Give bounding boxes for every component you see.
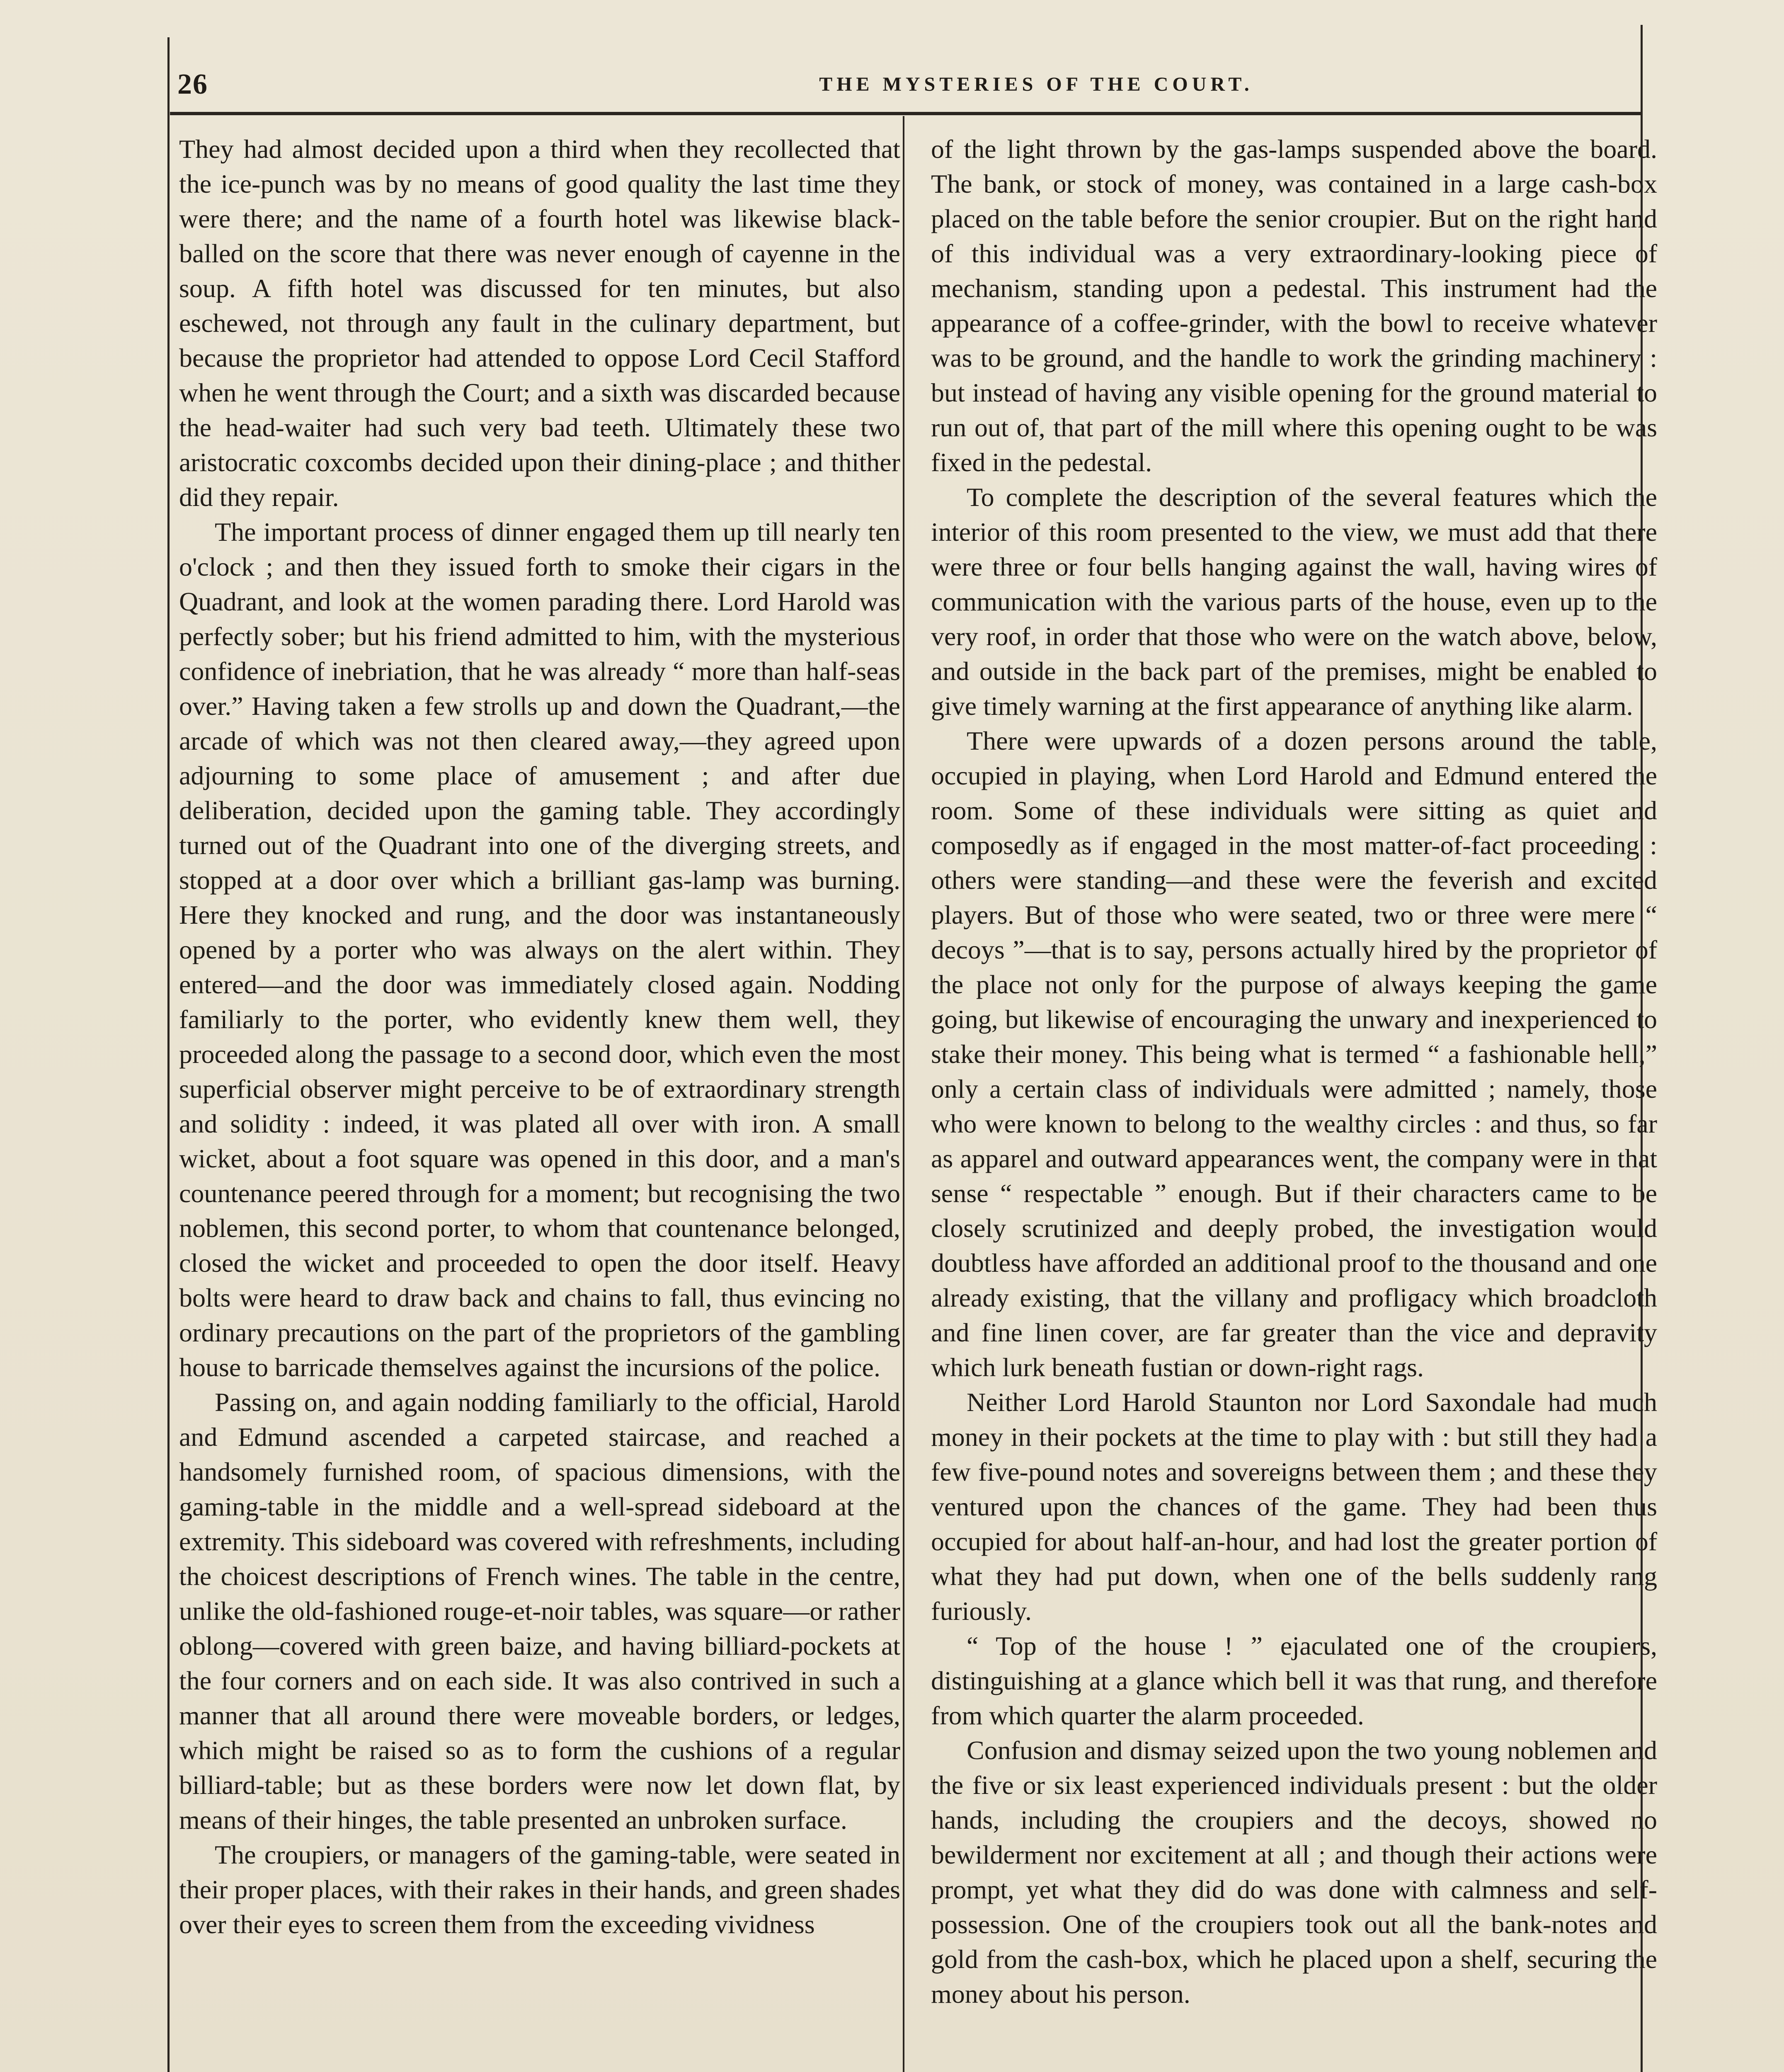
paragraph: Confusion and dismay seized upon the two young noblemen and the five or six least experienced individuals present : but the older hands, including the croupiers and the decoys, showed no bewilderment nor excitement at all ; and though their actions were prompt, yet what they did do was done with calmness and self-possession. One of the croupiers took out all the bank-notes and gold from the cash-box, which he placed upon a shelf, securing the money about his person. <box>931 1736 1657 2009</box>
paragraph: of the light thrown by the gas-lamps suspended above the board. The bank, or stock of money, was contained in a large cash-box placed on the table before the senior croupier. But on the right hand of this individual was a very extraordinary-looking piece of mechanism, standing upon a pedestal. This instrument had the appearance of a coffee-grinder, with the bowl to receive whatever was to be ground, and the handle to work the grinding machinery : but instead of having any visible opening for the ground material to run out of, that part of the mill where this opening ought to be was fixed in the pedestal. <box>931 134 1657 477</box>
left-column <box>179 132 900 1942</box>
left-border-rule <box>167 37 170 2072</box>
right-column <box>931 132 1657 2011</box>
running-title: THE MYSTERIES OF THE COURT. <box>819 73 1253 95</box>
paragraph: The important process of dinner engaged them up till nearly ten o'clock ; and then they issued forth to smoke their cigars in the Quadrant, and look at the women parading there. Lord Harold was perfectly sober; but his friend admitted to him, with the mysterious confidence of inebriation, that he was already “ more than half-seas over.” Having taken a few strolls up and down the Quadrant,—the arcade of which was not then cleared away,—they agreed upon adjourning to some place of amusement ; and after due deliberation, decided upon the gaming table. They accordingly turned out of the Quadrant into one of the diverging streets, and stopped at a door over which a brilliant gas-lamp was burning. Here they knocked and rung, and the door was instantaneously opened by a porter who was always on the alert within. They entered—and the door was immediately closed again. Nodding familiarly to the porter, who evidently knew them well, they proceeded along the passage to a second door, which even the most superficial observer might perceive to be of extraordinary strength and solidity : indeed, it was plated all over with iron. A small wicket, about a foot square was opened in this door, and a man's countenance peered through for a moment; but recognising the two noblemen, this second porter, to whom that countenance belonged, closed the wicket and proceeded to open the door itself. Heavy bolts were heard to draw back and chains to fall, thus evincing no ordinary precautions on the part of the proprietors of the gambling house to barricade themselves against the incursions of the police. <box>179 517 900 1382</box>
page-number: 26 <box>177 68 208 100</box>
paragraph: To complete the description of the several features which the interior of this room presented to the view, we must add that there were three or four bells hanging against the wall, having wires of communication with the various parts of the house, even up to the very roof, in order that those who were on the watch above, below, and outside in the back part of the premises, might be enabled to give timely warning at the first appearance of anything like alarm. <box>931 482 1657 721</box>
paragraph: They had almost decided upon a third when they recollected that the ice-punch was by no means of good quality the last time they were there; and the name of a fourth hotel was likewise black-balled on the score that there was never enough of cayenne in the soup. A fifth hotel was discussed for ten minutes, but also eschewed, not through any fault in the culinary department, but because the proprietor had attended to oppose Lord Cecil Stafford when he went through the Court; and a sixth was discarded because the head-waiter had such very bad teeth. Ultimately these two aristocratic coxcombs decided upon their dining-place ; and thither did they repair. <box>179 134 900 512</box>
column-divider <box>903 116 904 2072</box>
paragraph: “ Top of the house ! ” ejaculated one of the croupiers, distinguishing at a glance which bell it was that rung, and therefore from which quarter the alarm proceeded. <box>931 1631 1657 1730</box>
paragraph: There were upwards of a dozen persons around the table, occupied in playing, when Lord Harold and Edmund entered the room. Some of these individuals were sitting as quiet and composedly as if engaged in the most matter-of-fact proceeding : others were standing—and these were the feverish and excited players. But of those who were seated, two or three were mere “ decoys ”—that is to say, persons actually hired by the proprietor of the place not only for the purpose of always keeping the game going, but likewise of encouraging the unwary and inexperienced to stake their money. This being what is termed “ a fashionable hell,” only a certain class of individuals were admitted ; namely, those who were known to belong to the wealthy circles : and thus, so far as apparel and outward appearances went, the company were in that sense “ respectable ” enough. But if their characters came to be closely scrutinized and deeply probed, the investigation would doubtless have afforded an additional proof to the thousand and one already existing, that the villany and profligacy which broadcloth and fine linen cover, are far greater than the vice and depravity which lurk beneath fustian or down-right rags. <box>931 726 1657 1382</box>
header-rule <box>170 112 1641 115</box>
paragraph: Passing on, and again nodding familiarly to the official, Harold and Edmund ascended a carpeted staircase, and reached a handsomely furnished room, of spacious dimensions, with the gaming-table in the middle and a well-spread sideboard at the extremity. This sideboard was covered with refreshments, including the choicest descriptions of French wines. The table in the centre, unlike the old-fashioned rouge-et-noir tables, was square—or rather oblong—covered with green baize, and having billiard-pockets at the four corners and on each side. It was also contrived in such a manner that all around there were moveable borders, or ledges, which might be raised so as to form the cushions of a regular billiard-table; but as these borders were now let down flat, by means of their hinges, the table presented an unbroken surface. <box>179 1387 900 1835</box>
paragraph: The croupiers, or managers of the gaming-table, were seated in their proper places, with their rakes in their hands, and green shades over their eyes to screen them from the exceeding vividness <box>179 1840 900 1939</box>
paragraph: Neither Lord Harold Staunton nor Lord Saxondale had much money in their pockets at the time to play with : but still they had a few five-pound notes and sovereigns between them ; and these they ventured upon the chances of the game. They had been thus occupied for about half-an-hour, and had lost the greater portion of what they had put down, when one of the bells suddenly rang furiously. <box>931 1387 1657 1626</box>
